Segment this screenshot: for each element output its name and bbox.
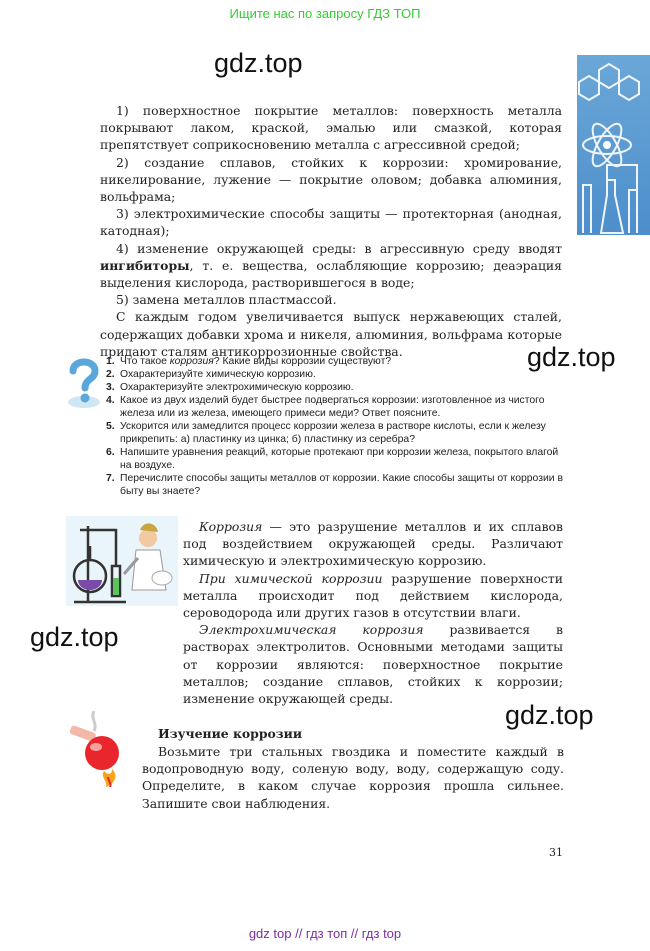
flask-flame-icon xyxy=(64,705,136,787)
question-text: Ускорится или замедлится процесс коррозии железа в растворе кислоты, если к железу прикрепить: а) пластинку из цинка; б) пластинку из серебра? xyxy=(120,421,546,445)
footer: gdz top // гдз топ // гдз top xyxy=(248,926,402,941)
text-run: 4) изменение окружающей среды: в агрессивную среду вводят xyxy=(116,240,562,256)
list-item xyxy=(106,446,566,472)
paragraph: Электрохимическая коррозия развивается в растворах электролитов. Основными методами защиты от коррозии являются: поверхностное покрытие металлов; создание сплавов, стойких к коррозии; изменение окружающей среды. xyxy=(183,622,563,707)
paragraph: Коррозия — это разрушение металлов и их сплавов под воздействием окружающей среды. Различают химическую и электрохимическую коррозию. xyxy=(183,519,563,569)
list-item xyxy=(106,394,566,420)
paragraph: 1) поверхностное покрытие металлов: поверхность металла покрывают лаком, краской, эмалью или смазкой, которая препятствует соприкосновению металла с агрессивной средой; xyxy=(100,103,562,153)
question-number: 6. xyxy=(106,447,115,458)
page-number: 31 xyxy=(549,846,563,859)
list-item xyxy=(106,472,566,498)
question-number: 7. xyxy=(106,473,115,484)
question-number: 1. xyxy=(106,356,115,367)
question-number: 4. xyxy=(106,395,115,406)
main-text xyxy=(100,102,562,360)
chapter-summary xyxy=(183,518,563,707)
question-text: Охарактеризуйте электрохимическую коррозию. xyxy=(120,382,354,393)
question-number: 3. xyxy=(106,382,115,393)
experiment-title: Изучение коррозии xyxy=(158,726,303,741)
question-number: 2. xyxy=(106,369,115,380)
questions-list xyxy=(106,355,566,498)
paragraph: 5) замена металлов пластмассой. xyxy=(116,292,337,308)
watermark: gdz.top xyxy=(30,622,119,652)
list-item xyxy=(106,381,566,394)
text-run: , т. е. вещества, ослабляющие коррозию; деаэрация выделения кислорода, растворившегося в воде; xyxy=(100,257,562,291)
paragraph: 3) электрохимические способы защиты — протекторная (анодная, катодная); xyxy=(100,206,562,239)
watermark: gdz.top xyxy=(527,342,616,372)
question-text: Перечислите способы защиты металлов от коррозии. Какие способы защиты от коррозии в быту вы знаете? xyxy=(120,473,563,497)
list-item xyxy=(106,420,566,446)
term-corrosion: Коррозия xyxy=(199,519,263,534)
scientist-illustration xyxy=(66,516,178,606)
question-text: Охарактеризуйте химическую коррозию. xyxy=(120,369,316,380)
paragraph: При химической коррозии разрушение поверхности металла происходит под действием кислорода, сероводорода или других газов в отсутствии влаги. xyxy=(183,570,563,621)
question-mark-icon xyxy=(64,355,104,409)
chemistry-illustration xyxy=(577,55,650,235)
question-text: Напишите уравнения реакций, которые протекают при коррозии железа, покрытого влагой на воздухе. xyxy=(120,447,559,471)
top-banner: Ищите нас по запросу ГДЗ ТОП xyxy=(229,6,421,21)
watermark: gdz.top xyxy=(214,48,303,78)
question-text: Какое из двух изделий будет быстрее подвергаться коррозии: изготовленное из чистого железа или из железа, имеющего примеси меди? Ответ поясните. xyxy=(120,395,545,419)
paragraph: 2) создание сплавов, стойких к коррозии: хромирование, никелирование, лужение — покрытие оловом; добавка алюминия, вольфрама; xyxy=(100,154,562,205)
term-chemical-corrosion: При химической коррозии xyxy=(199,570,383,586)
term-electrochemical-corrosion: Электрохимическая коррозия xyxy=(199,622,424,638)
scientist-lab-icon xyxy=(66,516,178,606)
list-item xyxy=(106,355,566,368)
list-item xyxy=(106,368,566,381)
question-number: 5. xyxy=(106,421,115,432)
question-text: Что такое коррозия? Какие виды коррозии существуют? xyxy=(120,356,392,367)
term-inhibitors: ингибиторы xyxy=(100,257,190,273)
paragraph: С каждым годом увеличивается выпуск нержавеющих сталей, содержащих добавки хрома и никеля, алюминия, вольфрама которые придают сталям антикоррозионные свойства. xyxy=(100,309,562,359)
paragraph xyxy=(100,240,562,292)
experiment-text: Возьмите три стальных гвоздика и поместите каждый в водопроводную воду, соленую воду, воду, содержащую соду. Определите, в каком случае коррозия прошла сильнее. Запишите свои наблюдения. xyxy=(142,744,564,811)
lab-glassware-icon xyxy=(577,55,650,235)
watermark: gdz.top xyxy=(505,700,594,730)
